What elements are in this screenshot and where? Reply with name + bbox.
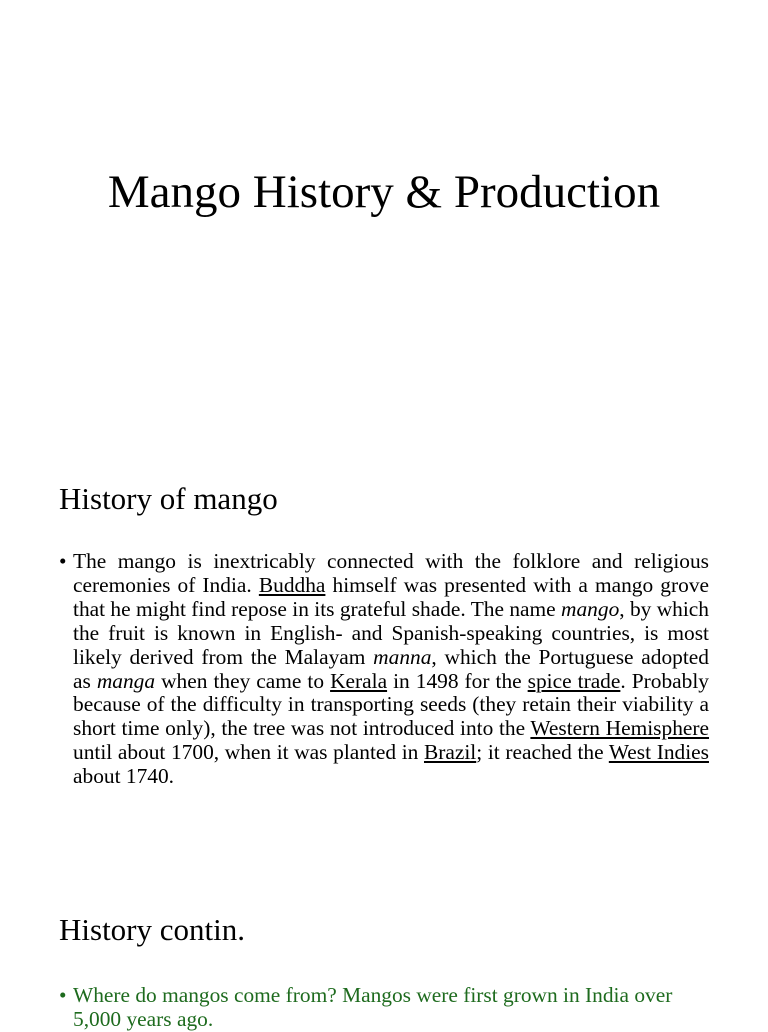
- link-spice-trade[interactable]: spice trade: [527, 668, 621, 693]
- presentation-title: Mango History & Production: [107, 166, 661, 218]
- term-manna: manna: [373, 644, 432, 669]
- text-run: in 1498 for the: [387, 668, 528, 693]
- history-contin-text: Where do mangos come from? Mangos were first grown in India over 5,000 years ago.: [73, 983, 673, 1031]
- text-run: , which the Portuguese adopted as: [73, 644, 709, 693]
- bullet-icon: •: [59, 549, 67, 573]
- list-item: [59, 984, 709, 1032]
- history-contin-bullet-list: [59, 984, 709, 1032]
- text-run: ; it reached the: [476, 740, 609, 765]
- text-run: until about 1700, when it was planted in: [73, 740, 424, 765]
- link-buddha[interactable]: Buddha: [258, 572, 326, 597]
- text-run: himself was presented with a mango grove that he might find repose in its grateful shade. The name: [73, 572, 710, 621]
- link-west-indies[interactable]: West Indies: [608, 740, 709, 765]
- text-run: about 1740.: [73, 764, 174, 789]
- text-run: when they came to: [155, 668, 331, 693]
- link-brazil[interactable]: Brazil: [423, 740, 477, 765]
- link-kerala[interactable]: Kerala: [330, 668, 388, 693]
- list-item: [59, 550, 709, 789]
- text-run: The mango is inextricably connected with the folklore and religious ceremonies of India.: [73, 549, 709, 597]
- term-manga: manga: [96, 668, 156, 693]
- bullet-icon: •: [59, 983, 67, 1007]
- term-mango: mango: [561, 596, 620, 621]
- title-slide: [0, 0, 768, 400]
- section-heading-history-contin: History contin.: [59, 912, 245, 947]
- text-run: . Probably because of the difficulty in transporting seeds (they retain their viability a short time only), the tree was not introduced into the: [73, 668, 709, 741]
- history-paragraph: [73, 550, 709, 789]
- history-bullet-list: [59, 550, 709, 789]
- link-western-hemisphere[interactable]: Western Hemisphere: [530, 716, 710, 741]
- text-run: , by which the fruit is known in English- and Spanish-speaking countries, is most likely derived from the Malayam: [73, 596, 709, 669]
- section-heading-history: History of mango: [59, 481, 278, 516]
